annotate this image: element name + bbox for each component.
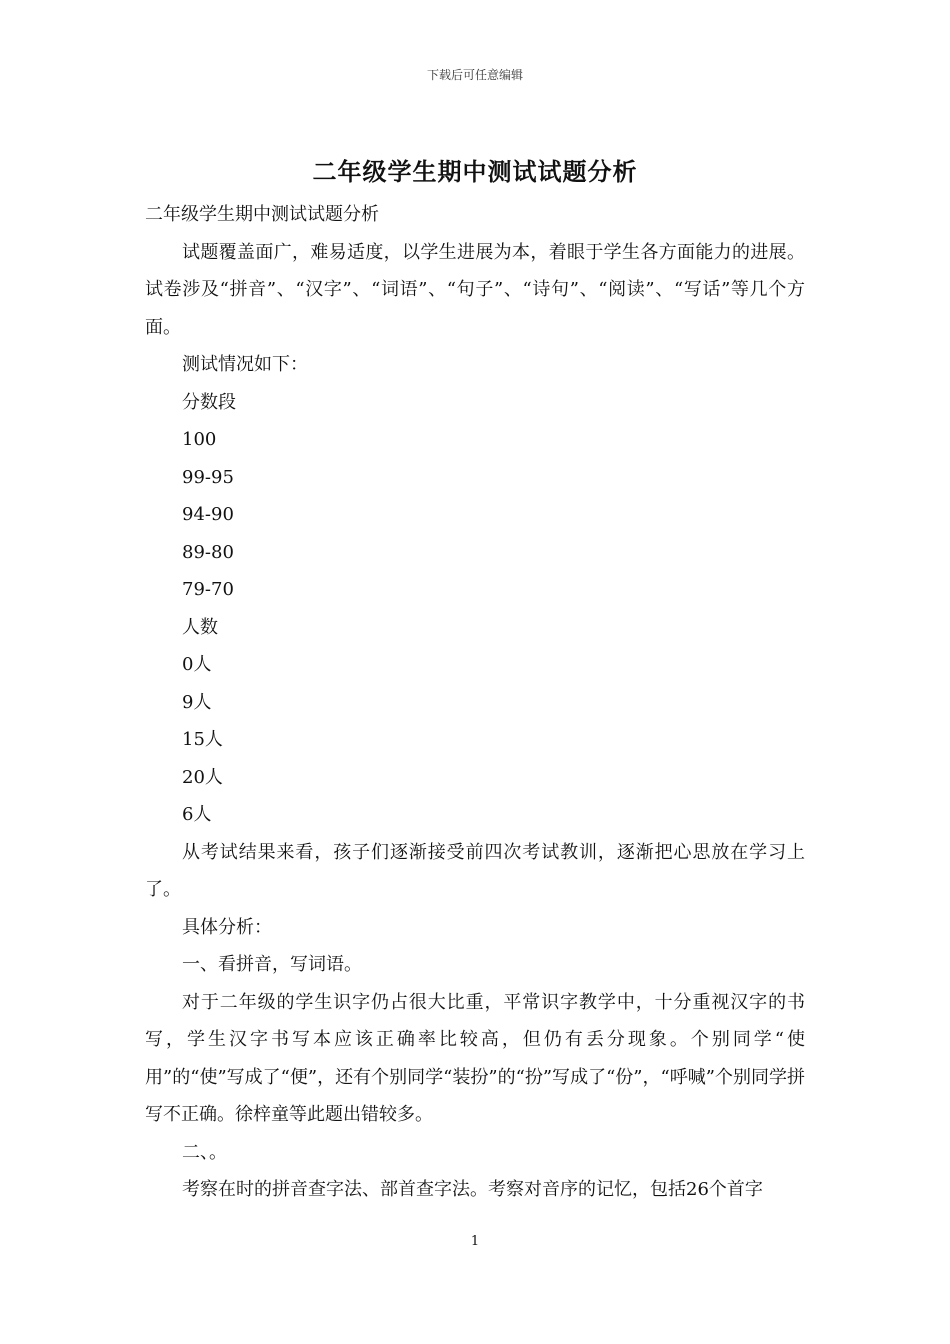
score-range: 94-90: [182, 504, 234, 525]
intro-paragraph: 试题覆盖面广，难易适度，以学生进展为本，着眼于学生各方面能力的进展。试卷涉及“拼音”、“汉字”、“词语”、“句子”、“诗句”、“阅读”、“写话”等几个方面。: [145, 241, 805, 338]
score-header: 分数段: [182, 391, 236, 413]
student-count: 20人: [182, 766, 223, 788]
student-count: 0人: [182, 654, 212, 675]
section-2-title: 二、。: [182, 1141, 227, 1163]
document-body: [145, 196, 805, 1209]
student-count: 15人: [182, 729, 223, 750]
header-note: 下载后可任意编辑: [426, 68, 523, 82]
analysis-label: 具体分析：: [182, 916, 272, 938]
section-1-title: 一、看拼音，写词语。: [182, 954, 362, 975]
result-paragraph: 从考试结果来看，孩子们逐渐接受前四次考试教训，逐渐把心思放在学习上了。: [145, 841, 805, 900]
section-1-paragraph: 对于二年级的学生识字仍占很大比重，平常识字教学中，十分重视汉字的书写，学生汉字书写本应该正确率比较高，但仍有丢分现象。个别同学“使用”的“使”写成了“便”，还有个别同学“装扮”的“扮”写成了“份”，“呼喊”个别同学拼写不正确。徐梓童等此题出错较多。: [145, 991, 805, 1125]
score-range: 89-80: [182, 541, 234, 563]
page-number: 1: [470, 1234, 480, 1249]
score-range: 99-95: [182, 466, 234, 488]
student-count: 9人: [182, 691, 212, 713]
section-2-paragraph: 考察在时的拼音查字法、部首查字法。考察对音序的记忆，包括26个首字: [182, 1179, 763, 1200]
document-title: 二年级学生期中测试试题分析: [312, 157, 638, 186]
student-count: 6人: [182, 804, 212, 825]
score-range: 100: [182, 429, 217, 450]
situation-label: 测试情况如下：: [182, 354, 308, 375]
subtitle: 二年级学生期中测试试题分析: [145, 204, 379, 225]
count-header: 人数: [182, 616, 218, 638]
score-range: 79-70: [182, 579, 234, 600]
